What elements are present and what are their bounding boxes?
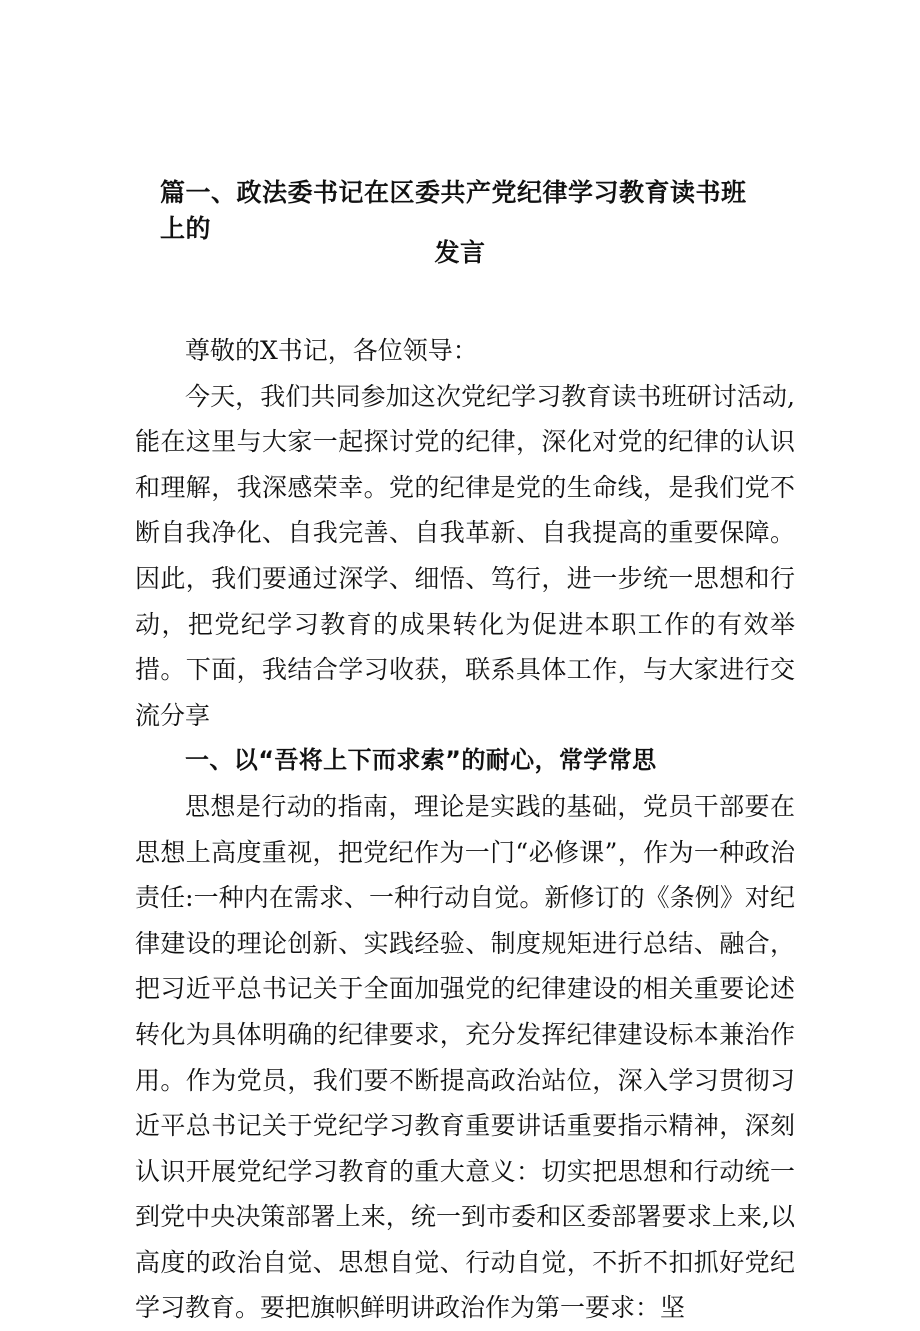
document-body	[135, 328, 795, 1331]
paragraph-section-1: 思想是行动的指南，理论是实践的基础，党员干部要在思想上高度重视，把党纪作为一门“必修课”，作为一种政治责任:一种内在需求、一种行动自觉。新修订的《条例》对纪律建设的理论创新、实践经验、制度规矩进行总结、融合，把习近平总书记关于全面加强党的纪律建设的相关重要论述转化为具体明确的纪律要求，充分发挥纪律建设标本兼治作用。作为党员，我们要不断提高政治站位，深入学习贯彻习近平总书记关于党纪学习教育重要讲话重要指示精神，深刻认识开展党纪学习教育的重大意义：切实把思想和行动统一到党中央决策部署上来，统一到市委和区委部署要求上来,以高度的政治自觉、思想自觉、行动自觉，不折不扣抓好党纪学习教育。要把旗帜鲜明讲政治作为第一要求：坚	[135, 791, 795, 1323]
paragraph-intro: 今天，我们共同参加这次党纪学习教育读书班研讨活动,能在这里与大家一起探讨党的纪律，深化对党的纪律的认识和理解，我深感荣幸。党的纪律是党的生命线，是我们党不断自我净化、自我完善、自我革新、自我提高的重要保障。因此，我们要通过深学、细悟、笃行，进一步统一思想和行动，把党纪学习教育的成果转化为促进本职工作的有效举措。下面，我结合学习收获，联系具体工作，与大家进行交流分享	[135, 381, 795, 730]
document-title-line-1: 篇一、政法委书记在区委共产党纪律学习教育读书班上的	[160, 178, 747, 243]
salutation: 尊敬的X书记，各位领导：	[185, 336, 478, 365]
section-heading-1: 一、以“吾将上下而求索”的耐心，常学常思	[185, 746, 657, 775]
document-title-line-2: 发言	[434, 238, 486, 267]
